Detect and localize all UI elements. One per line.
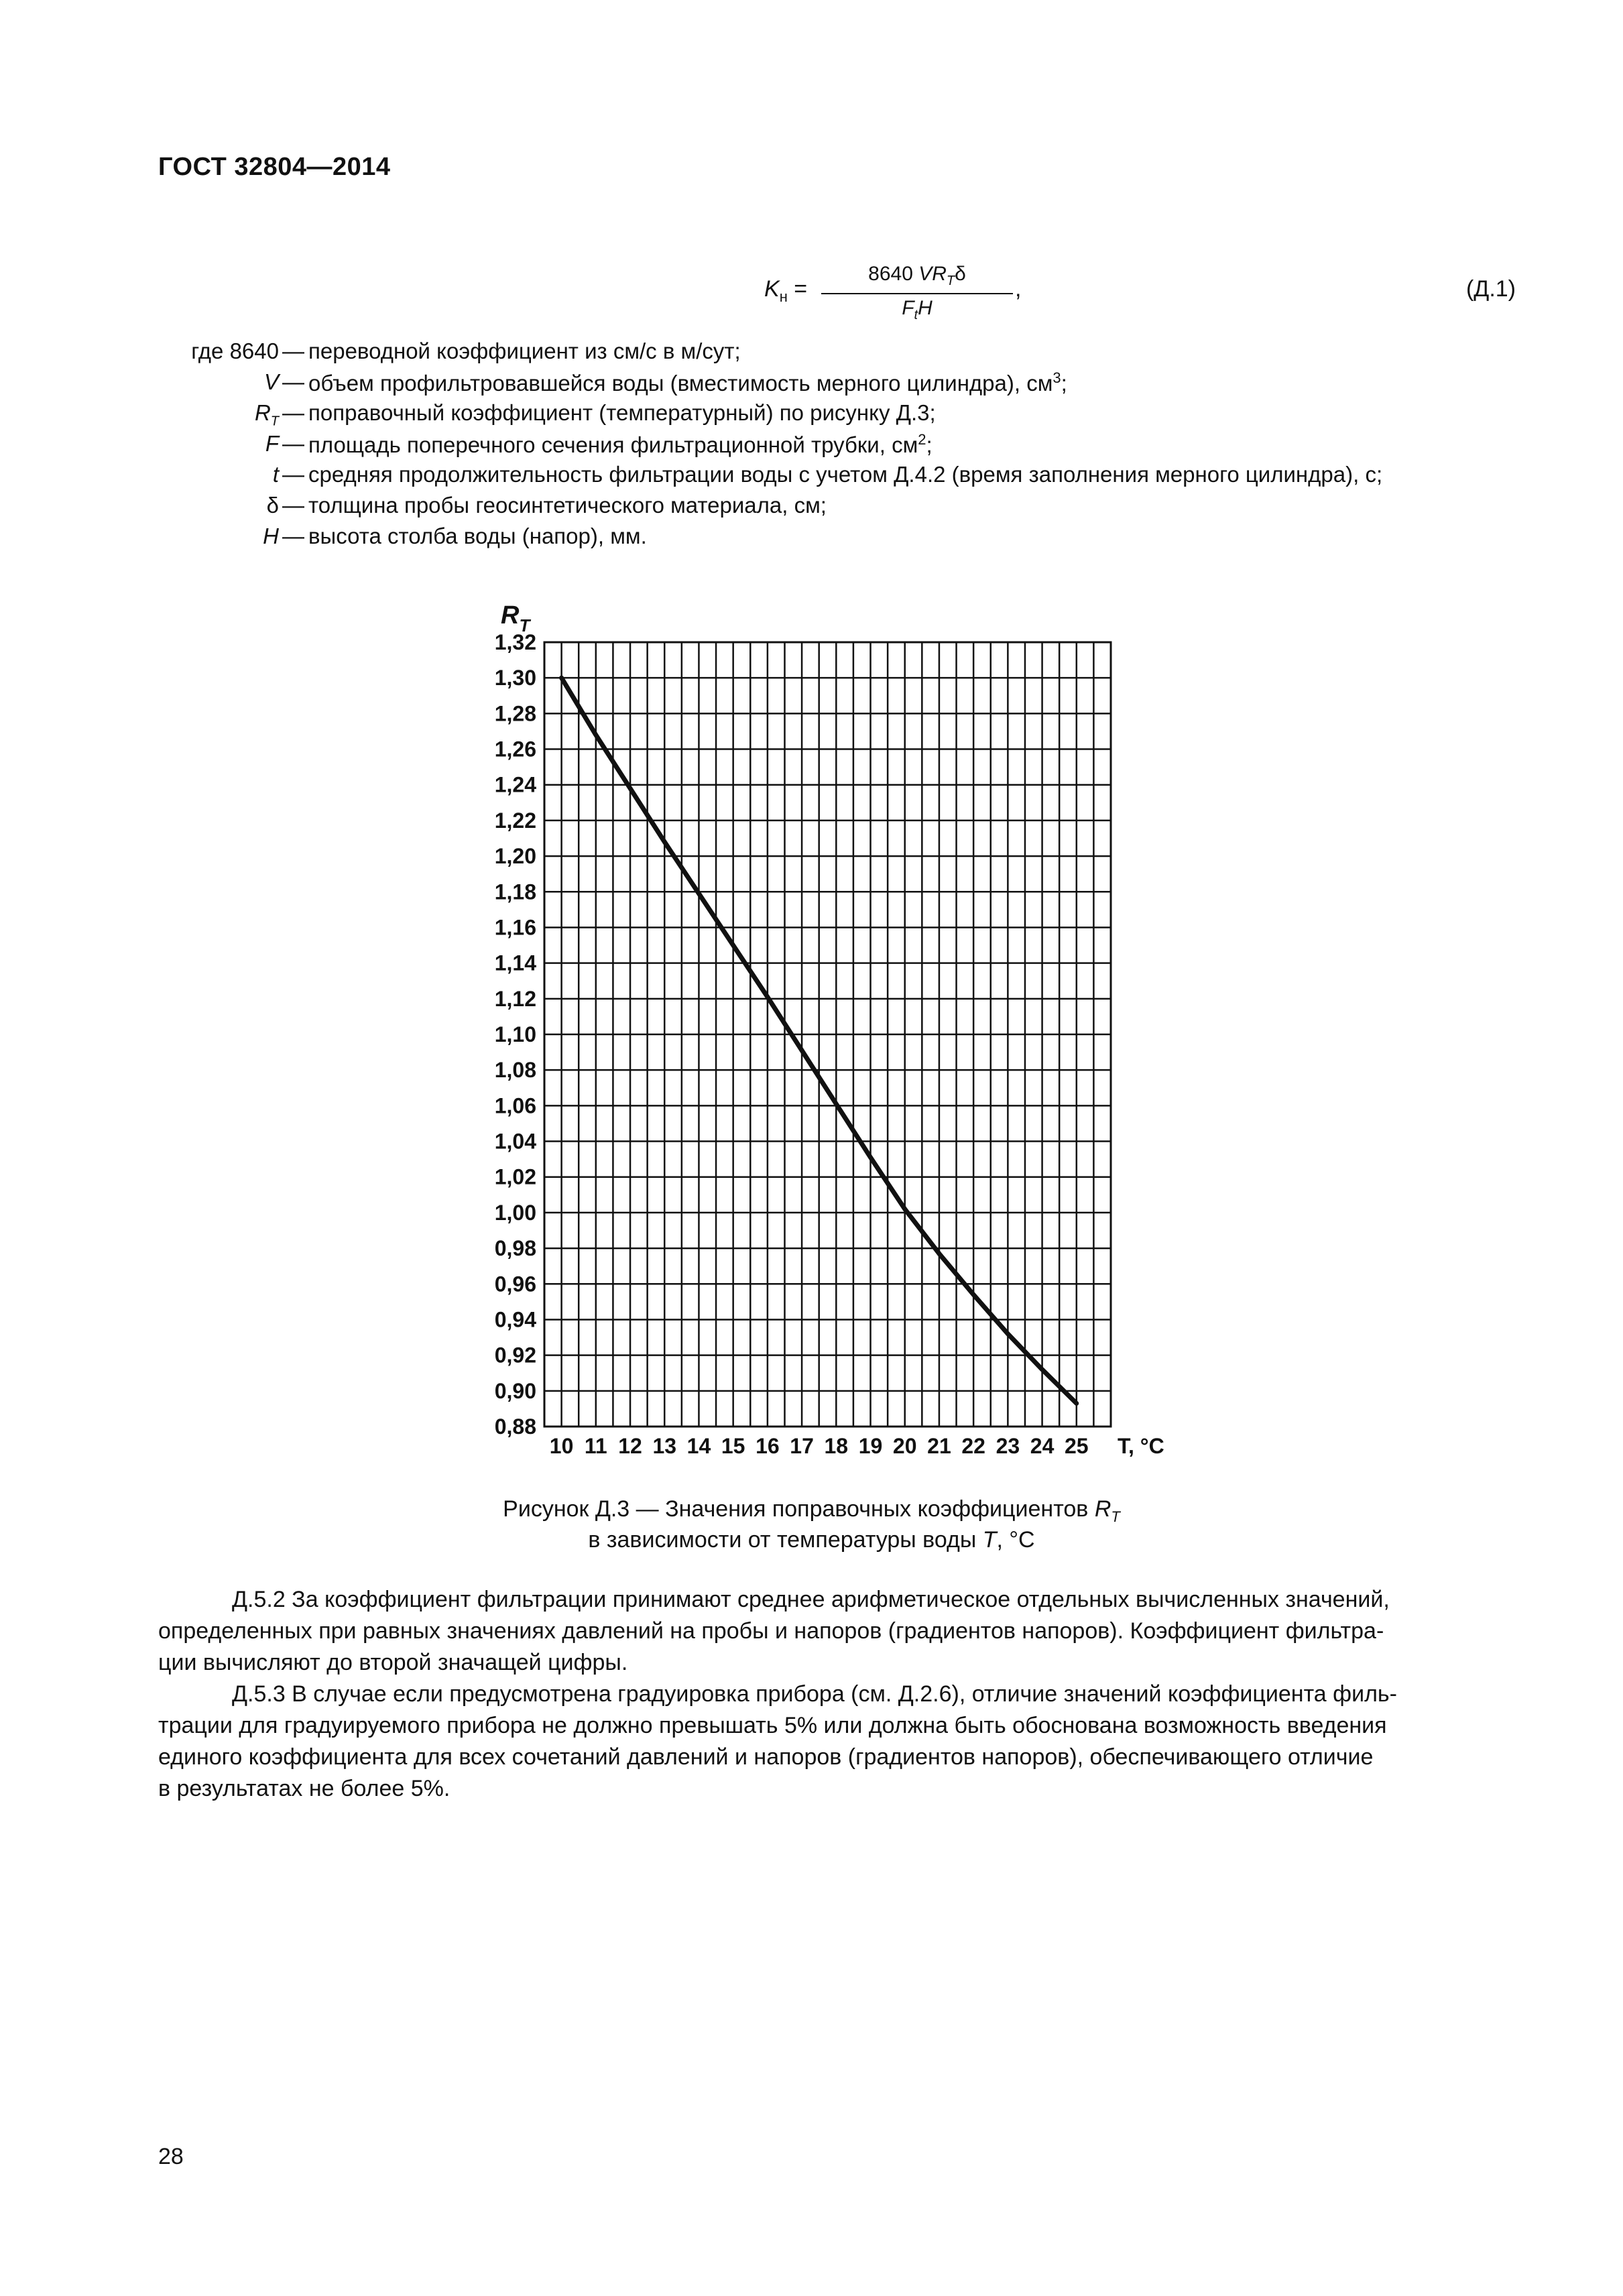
- x-axis-label: T, °C: [1118, 1434, 1164, 1458]
- x-tick-label: 15: [721, 1434, 745, 1458]
- definition-text: высота столба воды (напор), мм.: [308, 524, 647, 548]
- paragraph-d52: [158, 1584, 1512, 1679]
- formula-fraction: [821, 263, 1013, 323]
- y-tick-label: 0,96: [494, 1272, 536, 1296]
- x-tick-label: 10: [549, 1434, 574, 1458]
- x-tick-label: 14: [686, 1434, 711, 1458]
- definition-dash: —: [282, 339, 304, 363]
- x-tick-label: 23: [996, 1434, 1020, 1458]
- chart-svg: [469, 583, 1207, 1468]
- y-tick-label: 1,10: [494, 1022, 536, 1046]
- x-tick-label: 21: [927, 1434, 951, 1458]
- y-tick-label: 1,04: [494, 1129, 536, 1154]
- definition-symbol: $R_T$: [254, 400, 279, 429]
- paragraph-line: единого коэффициента для всех сочетаний давлений и напоров (градиентов напоров), обеспечивающего отличие: [158, 1744, 1374, 1770]
- y-tick-label: 1,00: [494, 1200, 536, 1225]
- document-header: ГОСТ 32804—2014: [158, 153, 391, 181]
- y-tick-label: 1,26: [494, 737, 536, 762]
- paragraph-line: в результатах не более 5%.: [158, 1776, 450, 1801]
- definition-text: толщина пробы геосинтетического материала, см;: [308, 493, 827, 518]
- definition-row: [0, 400, 1623, 431]
- equation-number: (Д.1): [1465, 276, 1516, 302]
- y-tick-label: 1,14: [494, 951, 536, 975]
- y-tick-label: 1,30: [494, 666, 536, 690]
- y-tick-label: 1,22: [494, 808, 536, 833]
- chart-rt-vs-temperature: [469, 583, 1207, 1471]
- definition-symbol: F: [265, 431, 279, 456]
- y-axis-label: $R_T$: [501, 601, 530, 636]
- x-tick-label: 18: [824, 1434, 849, 1458]
- paragraph-line: Д.5.2 За коэффициент фильтрации принимают среднее арифметическое отдельных вычисленных значений,: [232, 1587, 1390, 1612]
- y-tick-label: 0,98: [494, 1236, 536, 1261]
- y-tick-label: 1,06: [494, 1093, 536, 1118]
- paragraph-line: Д.5.3 В случае если предусмотрена градуировка прибора (см. Д.2.6), отличие значений коэффициента филь-: [232, 1681, 1397, 1707]
- x-tick-label: 22: [961, 1434, 985, 1458]
- formula-denominator: $F_tH$: [902, 297, 933, 322]
- x-tick-label: 11: [584, 1434, 607, 1458]
- y-tick-label: 1,32: [494, 630, 536, 654]
- definition-dash: —: [282, 400, 304, 425]
- definition-row: [0, 524, 1623, 554]
- page-number: 28: [158, 2144, 184, 2169]
- x-tick-label: 12: [618, 1434, 642, 1458]
- formula-numerator: 8640 $VR_T\delta$: [821, 263, 1013, 294]
- x-tick-label: 16: [756, 1434, 780, 1458]
- definition-dash: —: [282, 462, 304, 487]
- y-tick-label: 1,28: [494, 701, 536, 726]
- x-tick-label: 17: [790, 1434, 814, 1458]
- y-tick-label: 0,92: [494, 1343, 536, 1368]
- paragraph-line: ции вычисляют до второй значащей цифры.: [158, 1650, 628, 1675]
- y-tick-label: 0,88: [494, 1414, 536, 1439]
- y-tick-label: 1,24: [494, 772, 536, 797]
- y-tick-label: 1,08: [494, 1058, 536, 1083]
- y-tick-label: 1,16: [494, 915, 536, 940]
- definition-dash: —: [282, 431, 304, 456]
- y-tick-label: 1,20: [494, 844, 536, 869]
- y-tick-label: 1,02: [494, 1164, 536, 1189]
- definition-symbol: t: [272, 462, 279, 487]
- paragraph-line: трации для градуируемого прибора не должно превышать 5% или должна быть обоснована возможность введения: [158, 1713, 1387, 1738]
- definition-text: объем профильтровавшейся воды (вместимость мерного цилиндра), $см^3$;: [308, 369, 1067, 396]
- definition-symbol: где 8640: [191, 339, 279, 363]
- y-tick-label: 0,94: [494, 1307, 536, 1332]
- x-tick-label: 13: [652, 1434, 677, 1458]
- x-tick-label: 20: [892, 1434, 917, 1458]
- definition-text: площадь поперечного сечения фильтрационной трубки, $см^2$;: [308, 431, 933, 457]
- y-tick-label: 0,90: [494, 1378, 536, 1403]
- figure-caption-line2: в зависимости от температуры воды T, °C: [588, 1527, 1035, 1553]
- definition-dash: —: [282, 369, 304, 394]
- y-tick-label: 1,12: [494, 986, 536, 1011]
- definition-symbol: H: [263, 524, 279, 548]
- x-tick-label: 19: [858, 1434, 883, 1458]
- paragraph-d53: [158, 1679, 1512, 1805]
- formula-comma: ,: [1015, 276, 1022, 302]
- formula-lhs: $K_н$ =: [764, 276, 808, 305]
- definition-text: поправочный коэффициент (температурный) по рисунку Д.3;: [308, 400, 936, 425]
- x-tick-label: 24: [1030, 1434, 1055, 1458]
- definition-text: переводной коэффициент из см/с в м/сут;: [308, 339, 741, 363]
- definition-row: [0, 339, 1623, 369]
- definition-symbol: δ: [266, 493, 279, 518]
- definition-dash: —: [282, 524, 304, 548]
- figure-caption-line1: Рисунок Д.3 — Значения поправочных коэффициентов $R_T$: [503, 1496, 1120, 1525]
- x-tick-label: 25: [1064, 1434, 1089, 1458]
- definition-row: [0, 462, 1623, 493]
- definition-dash: —: [282, 493, 304, 518]
- definition-symbol: V: [263, 369, 279, 394]
- y-tick-label: 1,18: [494, 880, 536, 904]
- definition-row: [0, 369, 1623, 400]
- paragraph-line: определенных при равных значениях давлений на пробы и напоров (градиентов напоров). Коэффициент фильтра-: [158, 1618, 1384, 1644]
- definition-text: средняя продолжительность фильтрации воды с учетом Д.4.2 (время заполнения мерного цилиндра), с;: [308, 462, 1383, 487]
- definition-row: [0, 493, 1623, 524]
- definition-row: [0, 431, 1623, 462]
